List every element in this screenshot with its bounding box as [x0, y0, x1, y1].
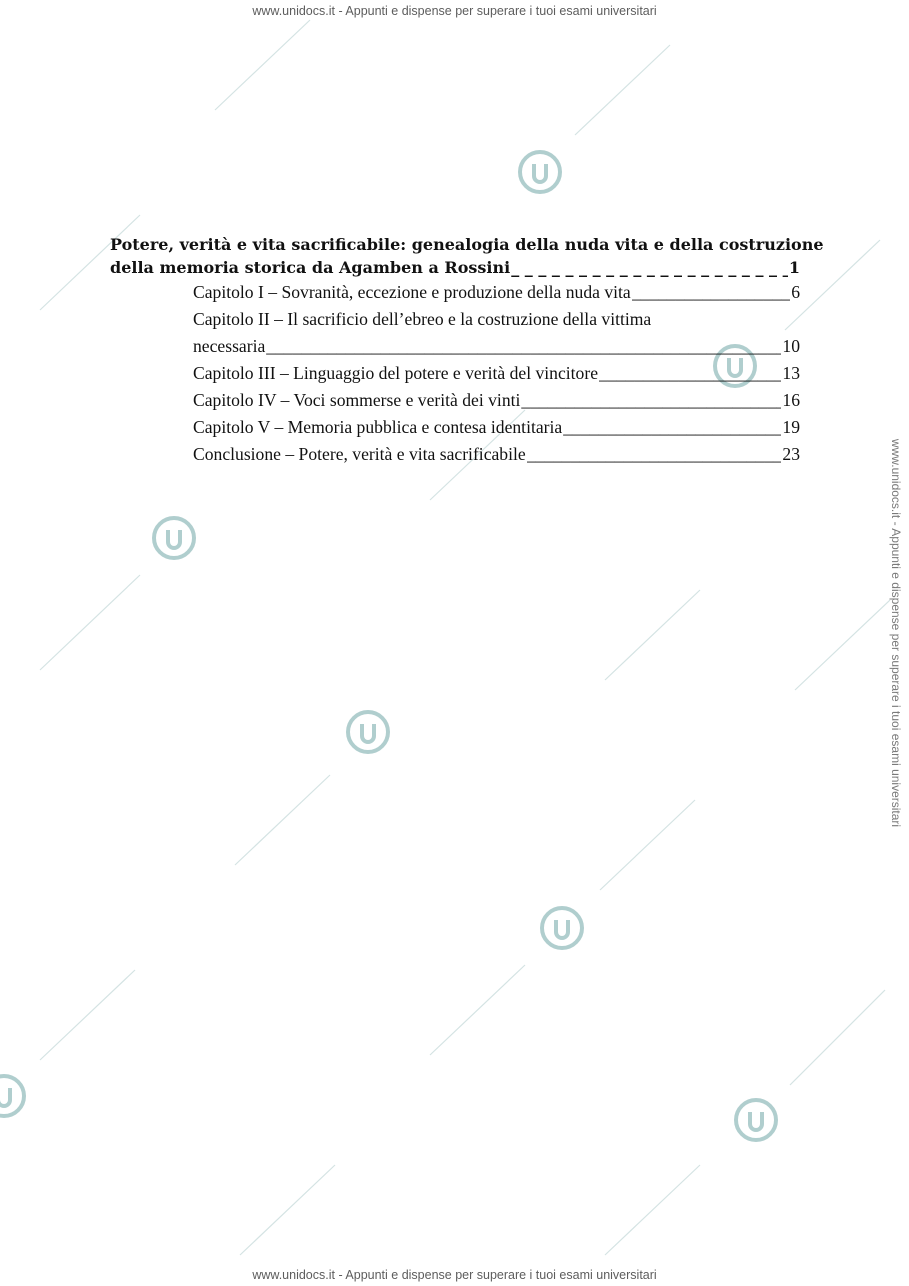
- header-watermark: www.unidocs.it - Appunti e dispense per superare i tuoi esami universitari: [252, 4, 657, 18]
- toc-leader: [563, 414, 781, 441]
- toc-leader: [599, 360, 781, 387]
- toc-main-title-line2-row: [110, 256, 800, 279]
- toc-entry-title: Conclusione – Potere, verità e vita sacrificabile: [193, 444, 526, 464]
- toc-entry-title: Capitolo III – Linguaggio del potere e verità del vincitore: [193, 363, 599, 383]
- toc-main-title-line2: della memoria storica da Agamben a Rossini: [110, 258, 511, 277]
- toc-leader: [511, 256, 788, 279]
- toc-entry-chapter-5[interactable]: [110, 414, 800, 441]
- toc-entry-chapter-3[interactable]: [110, 360, 800, 387]
- toc-page-number: 6: [791, 282, 800, 302]
- toc-main-entry[interactable]: [110, 233, 824, 279]
- toc-entry-title: Capitolo IV – Voci sommerse e verità dei vinti: [193, 390, 521, 410]
- toc-page-number: 16: [782, 390, 800, 410]
- side-watermark-right: www.unidocs.it - Appunti e dispense per superare i tuoi esami universitari: [889, 438, 903, 828]
- toc-leader: [632, 279, 790, 306]
- toc-page-number: 19: [782, 417, 800, 437]
- toc-entry-conclusion[interactable]: [110, 441, 800, 468]
- toc-page-number: 23: [782, 444, 800, 464]
- table-of-contents: [110, 233, 824, 468]
- toc-page-number: 1: [788, 258, 800, 277]
- toc-entry-title: Capitolo V – Memoria pubblica e contesa identitaria: [193, 417, 563, 437]
- toc-entry-chapter-2[interactable]: [110, 306, 800, 360]
- toc-leader: [527, 441, 782, 468]
- toc-entry-chapter-1[interactable]: [110, 279, 800, 306]
- toc-entry-title: Capitolo I – Sovranità, eccezione e produzione della nuda vita: [193, 282, 631, 302]
- toc-entry-title-line1: Capitolo II – Il sacrificio dell’ebreo e la costruzione della vittima: [193, 309, 652, 329]
- toc-main-title-line1: Potere, verità e vita sacrificabile: genealogia della nuda vita e della costruzione: [110, 235, 824, 254]
- toc-leader: [521, 387, 781, 414]
- toc-entry-chapter-4[interactable]: [110, 387, 800, 414]
- toc-page-number: 10: [782, 336, 800, 356]
- toc-page-number: 13: [782, 363, 800, 383]
- toc-entry-title-line2: necessaria: [193, 336, 266, 356]
- toc-leader: [266, 333, 781, 360]
- footer-watermark: www.unidocs.it - Appunti e dispense per superare i tuoi esami universitari: [252, 1268, 657, 1282]
